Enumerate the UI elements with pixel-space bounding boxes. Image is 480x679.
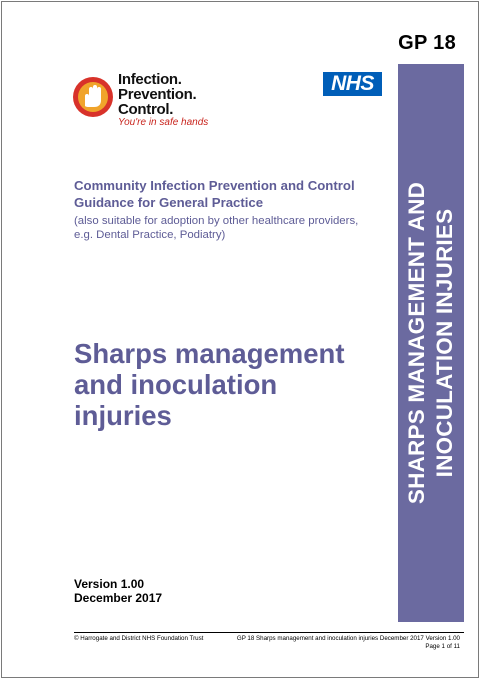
sidebar-title-line: INOCULATION INJURIES [432, 208, 457, 478]
guidance-block [74, 178, 404, 242]
guidance-subtitle-line: (also suitable for adoption by other healthcare providers, [74, 215, 359, 227]
footer-doc-info [237, 635, 460, 651]
guidance-title [74, 178, 404, 211]
logo-wordmark [118, 72, 196, 117]
infection-prevention-control-logo [72, 72, 212, 132]
guidance-subtitle [74, 214, 404, 242]
page-title-line: Sharps management [74, 338, 345, 369]
page-title-line: injuries [74, 400, 172, 431]
guidance-title-line: Guidance for General Practice [74, 194, 264, 210]
document-page [1, 1, 479, 678]
footer-copyright: © Harrogate and District NHS Foundation Trust [74, 635, 204, 642]
footer-divider [74, 632, 464, 633]
version-block [74, 577, 162, 605]
hand-icon [72, 76, 114, 118]
logo-line: Control. [118, 101, 174, 118]
logo-tagline: You're in safe hands [118, 117, 209, 128]
footer-doc-title: GP 18 Sharps management and inoculation injuries December 2017 Version 1.00 [236, 635, 460, 642]
page-title [74, 338, 384, 431]
version-date: December 2017 [74, 591, 163, 605]
version-label: Version 1.00 [74, 577, 145, 591]
footer-page-number: Page 1 of 11 [425, 643, 460, 650]
title-sidebar [398, 64, 464, 622]
logo-line: Prevention. [118, 86, 197, 103]
sidebar-title [403, 73, 459, 613]
nhs-logo: NHS [323, 72, 382, 96]
guidance-title-line: Community Infection Prevention and Control [74, 178, 355, 193]
document-code: GP 18 [398, 32, 456, 54]
guidance-subtitle-line: e.g. Dental Practice, Podiatry) [74, 229, 226, 241]
logo-line: Infection. [118, 71, 182, 88]
sidebar-title-line: SHARPS MANAGEMENT AND [404, 181, 429, 505]
page-title-line: and inoculation [74, 369, 278, 400]
